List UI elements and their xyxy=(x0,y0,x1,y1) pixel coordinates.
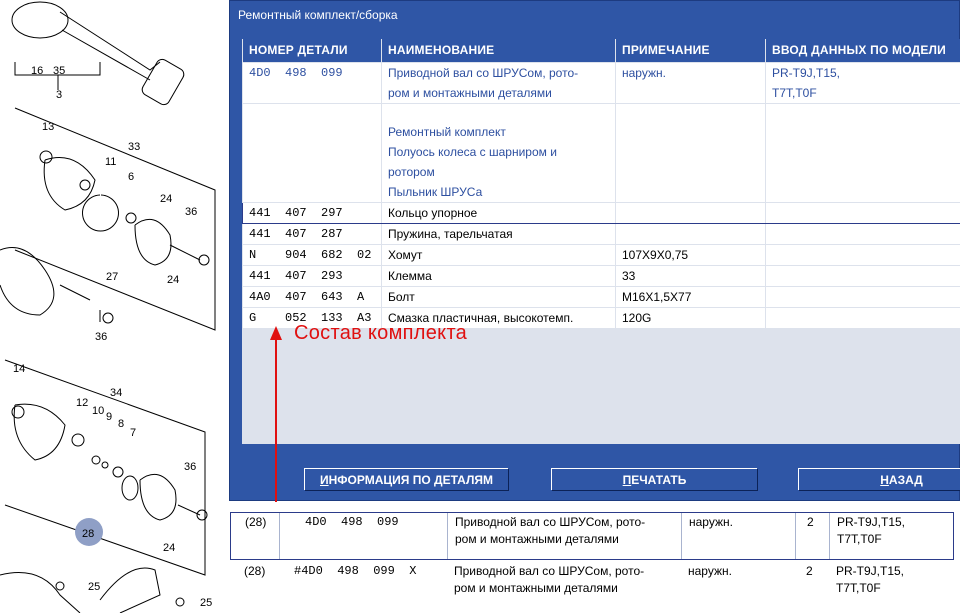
part-name xyxy=(382,62,616,103)
position-number: (28) xyxy=(244,564,266,578)
quantity: 2 xyxy=(806,564,813,578)
part-note: наружн. xyxy=(688,564,732,578)
model-data-line1: PR-T9J,T15, xyxy=(837,515,906,529)
table-row[interactable] xyxy=(243,244,960,265)
model-data xyxy=(766,223,960,244)
part-number: 441 407 287 xyxy=(243,223,382,244)
part-name-line2: ром и монтажными деталями xyxy=(455,532,619,546)
svg-text:13: 13 xyxy=(42,121,55,133)
model-data-line2: T7T,T0F xyxy=(772,85,817,100)
part-number: G 052 133 A3 xyxy=(243,307,382,328)
part-number: 441 407 293 xyxy=(243,265,382,286)
part-name: Смазка пластичная, высокотемп. xyxy=(382,307,616,328)
svg-text:36: 36 xyxy=(95,331,108,343)
svg-text:11: 11 xyxy=(105,156,117,168)
svg-text:10: 10 xyxy=(92,405,105,417)
svg-text:9: 9 xyxy=(106,411,113,423)
model-data-line1: PR-T9J,T15, xyxy=(772,65,841,80)
part-note xyxy=(616,223,766,244)
table-row-kit-group xyxy=(243,103,960,202)
part-note: 33 xyxy=(616,265,766,286)
part-name-line2: ром и монтажными деталями xyxy=(388,85,552,100)
svg-text:8: 8 xyxy=(118,418,125,430)
table-row[interactable] xyxy=(243,202,960,223)
model-data xyxy=(766,265,960,286)
part-number: 441 407 297 xyxy=(243,202,382,223)
svg-text:28: 28 xyxy=(82,528,95,540)
kit-item-line2: ротором xyxy=(388,164,435,179)
svg-text:35: 35 xyxy=(53,65,66,77)
svg-text:27: 27 xyxy=(106,271,119,283)
part-number: 4A0 407 643 A xyxy=(243,286,382,307)
kit-item-line1: Полуось колеса с шарниром и xyxy=(388,144,557,159)
part-number: 4D0 498 099 xyxy=(243,62,382,103)
table-row-main-part[interactable] xyxy=(243,62,960,103)
list-item[interactable] xyxy=(230,562,960,612)
part-name: Клемма xyxy=(382,265,616,286)
part-number: 4D0 498 099 xyxy=(305,515,399,529)
svg-text:25: 25 xyxy=(88,581,101,593)
column-header-part-number: НОМЕР ДЕТАЛИ xyxy=(243,39,382,62)
part-note: 107X9X0,75 xyxy=(616,244,766,265)
kit-group-cell xyxy=(382,103,616,202)
exploded-diagram xyxy=(0,0,230,613)
svg-text:14: 14 xyxy=(13,363,26,375)
part-note: наружн. xyxy=(689,515,733,529)
column-header-model-data: ВВОД ДАННЫХ ПО МОДЕЛИ xyxy=(766,39,960,62)
part-name-line2: ром и монтажными деталями xyxy=(454,581,618,595)
model-data xyxy=(766,244,960,265)
table-row[interactable] xyxy=(243,265,960,286)
driveshaft-diagram-svg xyxy=(0,0,230,613)
quantity: 2 xyxy=(807,515,814,529)
model-data-line1: PR-T9J,T15, xyxy=(836,564,905,578)
svg-text:24: 24 xyxy=(163,542,176,554)
svg-text:36: 36 xyxy=(184,461,197,473)
kit-label: Ремонтный комплект xyxy=(388,124,506,139)
print-button[interactable]: ПЕЧАТАТЬ xyxy=(551,468,757,490)
column-header-name: НАИМЕНОВАНИЕ xyxy=(382,39,616,62)
model-data-line2: T7T,T0F xyxy=(836,581,881,595)
svg-text:3: 3 xyxy=(56,89,63,101)
repair-kit-dialog xyxy=(229,0,960,501)
annotation-text: Состав комплекта xyxy=(294,322,468,344)
svg-text:24: 24 xyxy=(160,193,173,205)
kit-item-line1: Пыльник ШРУСа xyxy=(388,184,483,199)
list-item[interactable] xyxy=(230,512,954,560)
column-header-note: ПРИМЕЧАНИЕ xyxy=(616,39,766,62)
part-name: Кольцо упорное xyxy=(382,202,616,223)
svg-text:24: 24 xyxy=(167,274,180,286)
table-row[interactable] xyxy=(243,286,960,307)
part-info-button[interactable]: ИНФОРМАЦИЯ ПО ДЕТАЛЯМ xyxy=(304,468,508,490)
part-note: 120G xyxy=(616,307,766,328)
model-data xyxy=(766,202,960,223)
annotation-arrow xyxy=(266,324,286,504)
part-number: #4D0 498 099 X xyxy=(294,564,417,578)
model-data xyxy=(766,286,960,307)
part-name-line1: Приводной вал со ШРУСом, рото- xyxy=(454,564,645,578)
model-data xyxy=(766,62,960,103)
dialog-body xyxy=(242,39,960,444)
position-number: (28) xyxy=(245,515,267,529)
part-note xyxy=(616,202,766,223)
background-parts-list xyxy=(230,500,960,613)
part-number: N 904 682 02 xyxy=(243,244,382,265)
svg-text:25: 25 xyxy=(200,597,213,609)
part-name: Пружина, тарельчатая xyxy=(382,223,616,244)
part-note: наружн. xyxy=(616,62,766,103)
model-data xyxy=(766,307,960,328)
svg-text:16: 16 xyxy=(31,65,44,77)
part-name-line1: Приводной вал со ШРУСом, рото- xyxy=(388,65,579,80)
svg-text:7: 7 xyxy=(130,427,137,439)
dialog-title: Ремонтный комплект/сборка xyxy=(238,8,398,22)
part-name-line1: Приводной вал со ШРУСом, рото- xyxy=(455,515,646,529)
kit-parts-table xyxy=(242,39,960,329)
back-button[interactable]: НАЗАД xyxy=(798,468,960,490)
svg-text:34: 34 xyxy=(110,387,123,399)
table-row[interactable] xyxy=(243,223,960,244)
part-name: Хомут xyxy=(382,244,616,265)
svg-text:12: 12 xyxy=(76,397,89,409)
part-note: M16X1,5X77 xyxy=(616,286,766,307)
model-data-line2: T7T,T0F xyxy=(837,532,882,546)
part-name: Болт xyxy=(382,286,616,307)
table-header xyxy=(243,39,960,62)
svg-text:36: 36 xyxy=(185,206,198,218)
svg-text:6: 6 xyxy=(128,171,135,183)
svg-text:33: 33 xyxy=(128,141,141,153)
